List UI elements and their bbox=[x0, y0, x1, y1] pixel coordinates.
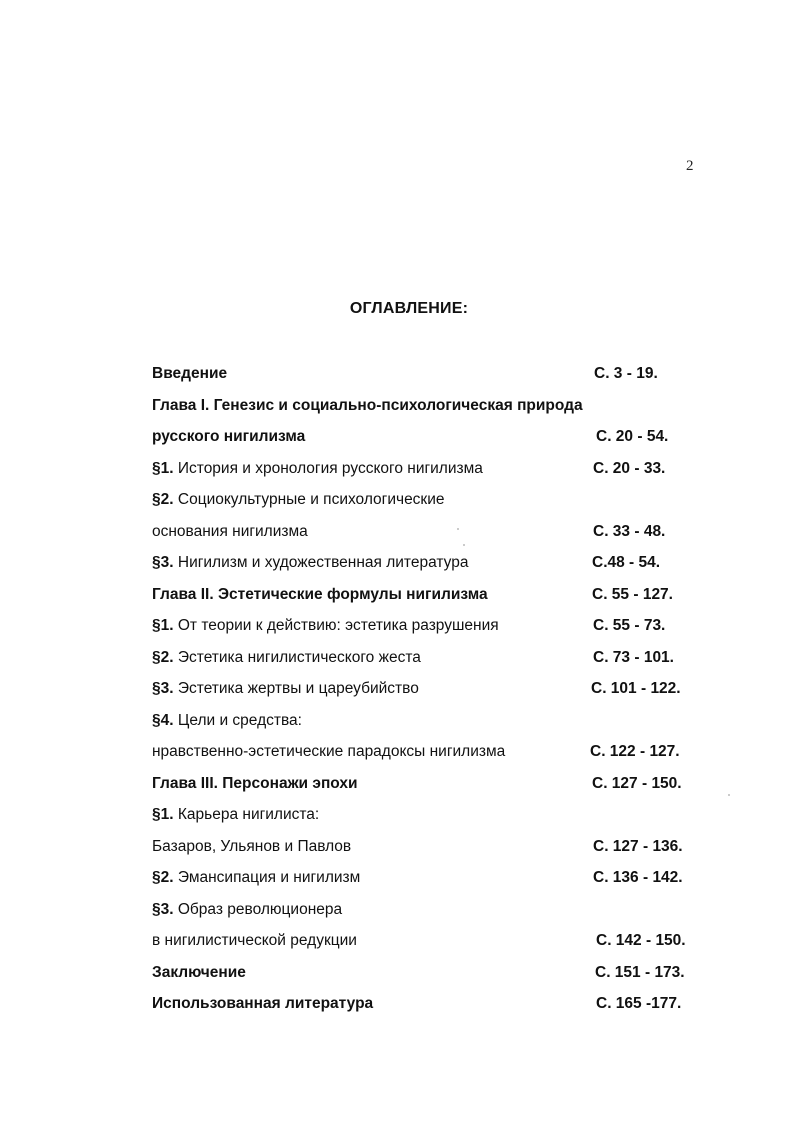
toc-entry-text: русского нигилизма bbox=[152, 428, 306, 445]
toc-entry-text: Цели и средства: bbox=[177, 711, 302, 729]
toc-entry-label bbox=[152, 868, 360, 888]
toc-entry-label bbox=[152, 585, 488, 605]
section-number: §3. bbox=[152, 680, 174, 697]
toc-entry bbox=[152, 490, 712, 522]
toc-entry-label bbox=[152, 459, 483, 479]
toc-entry-label bbox=[152, 711, 302, 731]
toc-entry-pages: С. 142 - 150. bbox=[596, 932, 686, 949]
toc-entry bbox=[152, 396, 712, 428]
toc-entry-pages: С. 136 - 142. bbox=[593, 869, 683, 886]
toc-entry bbox=[152, 616, 712, 648]
toc-entry-text: Карьера нигилиста: bbox=[177, 806, 320, 823]
toc-entry bbox=[152, 585, 712, 617]
section-number: §3. bbox=[152, 900, 174, 918]
toc-entry-text: Эстетика жертвы и цареубийство bbox=[177, 680, 419, 697]
toc-entry-pages: С. 127 - 136. bbox=[593, 837, 683, 855]
toc-entry bbox=[152, 994, 712, 1026]
toc-entry bbox=[152, 774, 712, 806]
toc-entry-label bbox=[152, 805, 319, 825]
section-number: §2. bbox=[152, 869, 174, 886]
toc-entry-text: Образ революционера bbox=[177, 900, 343, 918]
toc-entry-label bbox=[152, 522, 308, 542]
toc-entry-label bbox=[152, 963, 246, 983]
section-number: §3. bbox=[152, 554, 174, 571]
toc-entry-pages: С. 55 - 73. bbox=[593, 617, 666, 634]
toc-entry-pages: С. 151 - 173. bbox=[595, 963, 685, 981]
section-number: §1. bbox=[152, 806, 174, 823]
toc-entry-pages: С. 55 - 127. bbox=[592, 585, 673, 603]
toc-entry bbox=[152, 679, 712, 711]
toc-entry bbox=[152, 427, 712, 459]
scan-speck bbox=[728, 794, 730, 796]
toc-entry-text: Базаров, Ульянов и Павлов bbox=[152, 837, 352, 855]
toc-entry-label bbox=[152, 616, 499, 636]
toc-entry-pages: С. 20 - 33. bbox=[593, 459, 666, 477]
toc-entry-text: Эмансипация и нигилизм bbox=[177, 869, 361, 886]
toc-entry bbox=[152, 742, 712, 774]
page-number: 2 bbox=[686, 158, 694, 174]
scan-speck bbox=[457, 528, 459, 530]
section-number: §1. bbox=[152, 459, 174, 477]
toc-entry bbox=[152, 553, 712, 585]
toc-entry-label bbox=[152, 931, 357, 951]
toc-entry-label bbox=[152, 553, 468, 573]
toc-entry-pages: С. 20 - 54. bbox=[596, 428, 669, 445]
toc-entry-text: Нигилизм и художественная литература bbox=[177, 554, 469, 571]
toc-entry-label bbox=[152, 427, 305, 447]
toc-entry-label bbox=[152, 679, 419, 699]
toc-entry-label bbox=[152, 994, 373, 1014]
toc-entry-text: основания нигилизма bbox=[152, 522, 308, 540]
toc-entry-pages: С. 3 - 19. bbox=[594, 365, 658, 382]
toc-entry-label bbox=[152, 837, 351, 857]
toc-entry-text: Заключение bbox=[152, 963, 246, 981]
table-of-contents bbox=[152, 364, 712, 1026]
toc-entry-text: Глава III. Персонажи эпохи bbox=[152, 774, 358, 792]
toc-entry bbox=[152, 364, 712, 396]
toc-entry-text: Глава II. Эстетические формулы нигилизма bbox=[152, 585, 488, 603]
toc-entry-label bbox=[152, 396, 583, 416]
toc-entry-pages: С. 122 - 127. bbox=[590, 743, 680, 760]
toc-entry bbox=[152, 868, 712, 900]
toc-entry bbox=[152, 805, 712, 837]
toc-entry-pages: С. 73 - 101. bbox=[593, 648, 674, 666]
section-number: §2. bbox=[152, 491, 174, 508]
toc-entry-label bbox=[152, 648, 421, 668]
toc-entry bbox=[152, 648, 712, 680]
toc-entry-label bbox=[152, 490, 445, 510]
toc-entry-pages: С.48 - 54. bbox=[592, 554, 661, 571]
toc-entry-label bbox=[152, 742, 505, 762]
section-number: §4. bbox=[152, 711, 174, 729]
toc-entry bbox=[152, 931, 712, 963]
section-number: §1. bbox=[152, 617, 174, 634]
toc-entry bbox=[152, 963, 712, 995]
toc-entry-pages: С. 127 - 150. bbox=[592, 774, 682, 792]
toc-entry bbox=[152, 711, 712, 743]
scan-speck bbox=[463, 544, 465, 546]
toc-entry-pages: С. 165 -177. bbox=[596, 995, 682, 1012]
toc-entry bbox=[152, 837, 712, 869]
toc-entry-text: История и хронология русского нигилизма bbox=[177, 459, 483, 477]
toc-entry bbox=[152, 900, 712, 932]
toc-entry-text: Социокультурные и психологические bbox=[177, 491, 445, 508]
toc-entry-label bbox=[152, 900, 342, 920]
toc-entry-label bbox=[152, 774, 358, 794]
toc-entry-text: нравственно-эстетические парадоксы нигилизма bbox=[152, 743, 506, 760]
toc-entry bbox=[152, 522, 712, 554]
toc-entry-text: Использованная литература bbox=[152, 995, 374, 1012]
toc-entry-pages: С. 101 - 122. bbox=[591, 680, 681, 697]
toc-entry-text: Эстетика нигилистического жеста bbox=[177, 648, 421, 666]
toc-entry-text: Глава I. Генезис и социально-психологическая природа bbox=[152, 396, 583, 414]
toc-entry-pages: С. 33 - 48. bbox=[593, 522, 666, 540]
toc-entry-text: Введение bbox=[152, 365, 228, 382]
toc-title: ОГЛАВЛЕНИЕ: bbox=[349, 300, 469, 317]
toc-entry-text: в нигилистической редукции bbox=[152, 932, 357, 949]
toc-entry-text: От теории к действию: эстетика разрушения bbox=[177, 617, 499, 634]
toc-entry-label bbox=[152, 364, 227, 384]
toc-entry bbox=[152, 459, 712, 491]
section-number: §2. bbox=[152, 648, 174, 666]
